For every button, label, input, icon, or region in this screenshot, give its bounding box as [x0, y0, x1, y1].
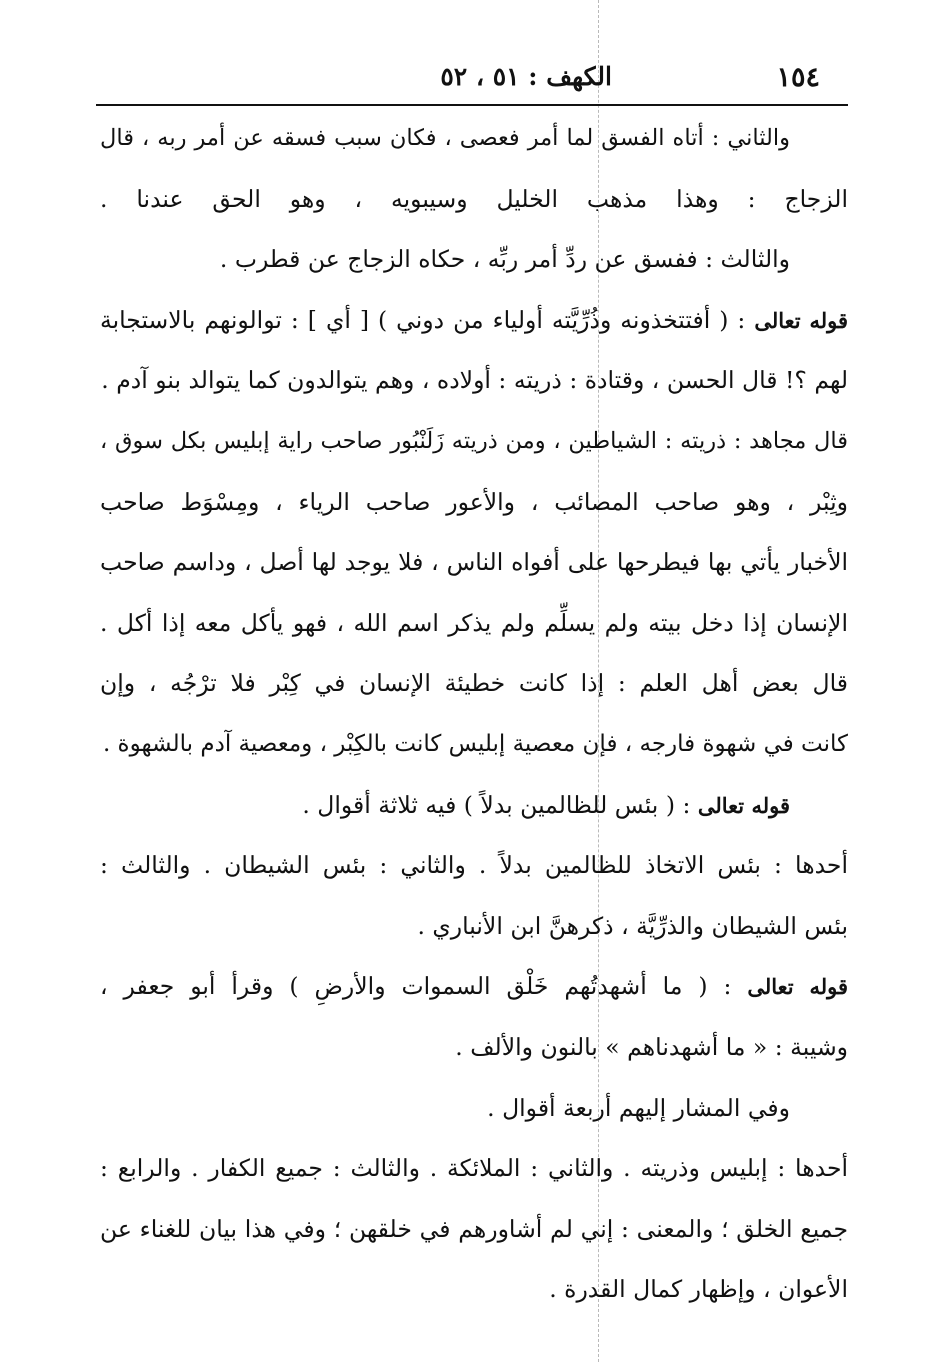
- text-line: قوله تعالى : ( بئس للظالمين بدلاً ) فيه ثلاثة أقوال .: [302, 790, 790, 819]
- text-line: قوله تعالى : ( أفتتخذونه وذُرِّيَّته أولياء من دوني ) [ أي ] : توالونهم بالاستجابة: [100, 305, 848, 334]
- text-line: الأعوان ، وإظهار كمال القدرة .: [549, 1275, 848, 1304]
- text-line: لهم ؟! قال الحسن ، وقتادة : ذريته : أولاده ، وهم يتوالدون كما يتوالد بنو آدم .: [101, 366, 848, 395]
- text-line: وفي المشار إليهم أربعة أقوال .: [487, 1093, 790, 1122]
- quote-label: قوله تعالى: [754, 307, 848, 333]
- text-line: بئس الشيطان والذرِّيَّة ، ذكرهنَّ ابن الأنباري .: [417, 911, 848, 940]
- text-line: جميع الخلق ؛ والمعنى : إني لم أشاورهم في خلقهن ؛ وفي هذا بيان للغناء عن: [100, 1214, 848, 1243]
- quote-label: قوله تعالى: [697, 792, 790, 818]
- text-line: قال بعض أهل العلم : إذا كانت خطيئة الإنسان في كِبْر فلا ترْجُه ، وإن: [100, 669, 848, 698]
- text-line: قوله تعالى : ( ما أشهدتُهم خَلْق السموات والأرضِ ) وقرأ أبو جعفر ،: [100, 972, 848, 1001]
- text-line: والثاني : أتاه الفسق لما أمر فعصى ، فكان سبب فسقه عن أمر ربه ، قال: [100, 125, 790, 151]
- quote-label: قوله تعالى: [747, 974, 848, 1000]
- text-line: الأخبار يأتي بها فيطرحها على أفواه الناس ، فلا يوجد لها أصل ، وداسم صاحب: [100, 548, 848, 577]
- text-line: كانت في شهوة فارجه ، فإن معصية إبليس كانت بالكِبْر ، ومعصية آدم بالشهوة .: [102, 730, 848, 757]
- text-line: أحدها : إبليس وذريته . والثاني : الملائكة . والثالث : جميع الكفار . والرابع :: [100, 1154, 848, 1183]
- text-line: وشيبة : « ما أشهدناهم » بالنون والألف .: [455, 1032, 848, 1061]
- text-line: الزجاج : وهذا مذهب الخليل وسيبويه ، وهو الحق عندنا .: [100, 184, 848, 213]
- body-text: [100, 108, 848, 1320]
- text-line: والثالث : ففسق عن ردِّ أمر ربِّه ، حكاه الزجاج عن قطرب .: [219, 245, 790, 274]
- text-line: وثِبْر ، وهو صاحب المصائب ، والأعور صاحب الرياء ، ومِسْوَط صاحب: [100, 487, 848, 516]
- text-line: الإنسان إذا دخل بيته ولم يسلِّم ولم يذكر اسم الله ، فهو يأكل معه إذا أكل .: [100, 608, 848, 637]
- page-number: ١٥٤: [776, 62, 820, 93]
- header-rule: [96, 104, 848, 106]
- page-header: [96, 56, 848, 102]
- running-title: الكهف : ٥١ ، ٥٢: [440, 62, 612, 91]
- text-line: قال مجاهد : ذريته : الشياطين ، ومن ذريته زَلَنْبُور صاحب راية إبليس بكل سوق ،: [100, 427, 848, 454]
- text-line: أحدها : بئس الاتخاذ للظالمين بدلاً . والثاني : بئس الشيطان . والثالث :: [100, 851, 848, 880]
